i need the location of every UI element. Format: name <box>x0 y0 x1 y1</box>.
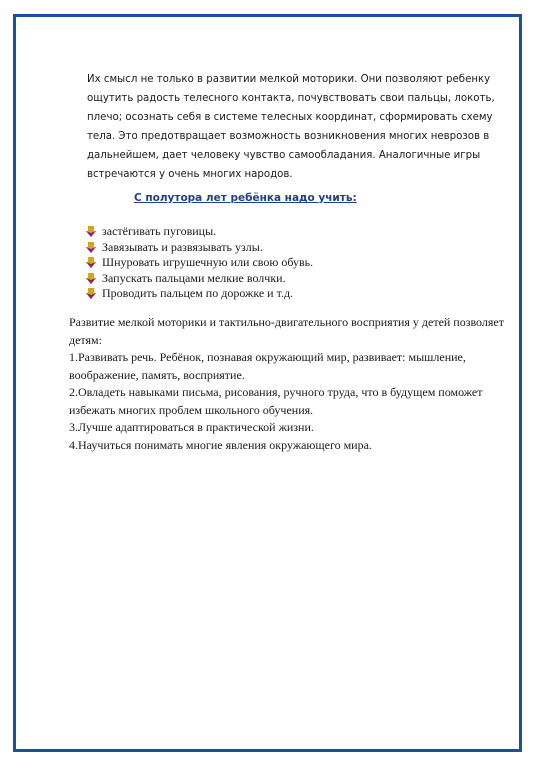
arrow-bullet-icon <box>86 257 96 268</box>
list-item <box>86 286 313 302</box>
skill-text: Проводить пальцем по дорожке и т.д. <box>102 286 294 300</box>
development-intro: Развитие мелкой моторики и тактильно-двигательного восприятия у детей позволяет детям: <box>69 315 504 347</box>
intro-paragraph: Их смысл не только в развитии мелкой моторики. Они позволяют ребенку ощутить радость телесного контакта, почувствовать свои пальцы, локоть, плечо; осознать себя в системе телесных координат, сформировать схему тела. Это предотвращает возможность возникновения многих неврозов в дальнейшем, дает человеку чувство самообладания. Аналогичные игры встречаются у очень многих народов. <box>87 74 495 180</box>
list-item <box>86 224 313 240</box>
benefit-item: 1.Развивать речь. Ребёнок, познавая окружающий мир, развивает: мышление, воображение, память, восприятие. <box>69 350 466 382</box>
development-section <box>69 314 514 454</box>
skills-subheading: С полутора лет ребёнка надо учить: <box>134 192 357 204</box>
skill-text: Шнуровать игрушечную или свою обувь. <box>102 255 314 269</box>
list-item <box>86 271 313 287</box>
benefit-item: 4.Научиться понимать многие явления окружающего мира. <box>69 437 372 452</box>
arrow-bullet-icon <box>86 226 96 237</box>
benefit-item: 2.Овладеть навыками письма, рисования, ручного труда, что в будущем поможет избежать многих проблем школьного обучения. <box>69 385 483 417</box>
skill-text: застёгивать пуговицы. <box>102 224 217 238</box>
skills-list <box>86 224 313 302</box>
list-item <box>86 255 313 271</box>
arrow-bullet-icon <box>86 273 96 284</box>
skill-text: Запускать пальцами мелкие волчки. <box>102 270 286 285</box>
skill-text: Завязывать и развязывать узлы. <box>102 239 263 254</box>
arrow-bullet-icon <box>86 242 96 253</box>
benefit-item: 3.Лучше адаптироваться в практической жизни. <box>69 420 314 434</box>
list-item <box>86 240 313 256</box>
arrow-bullet-icon <box>86 288 96 299</box>
